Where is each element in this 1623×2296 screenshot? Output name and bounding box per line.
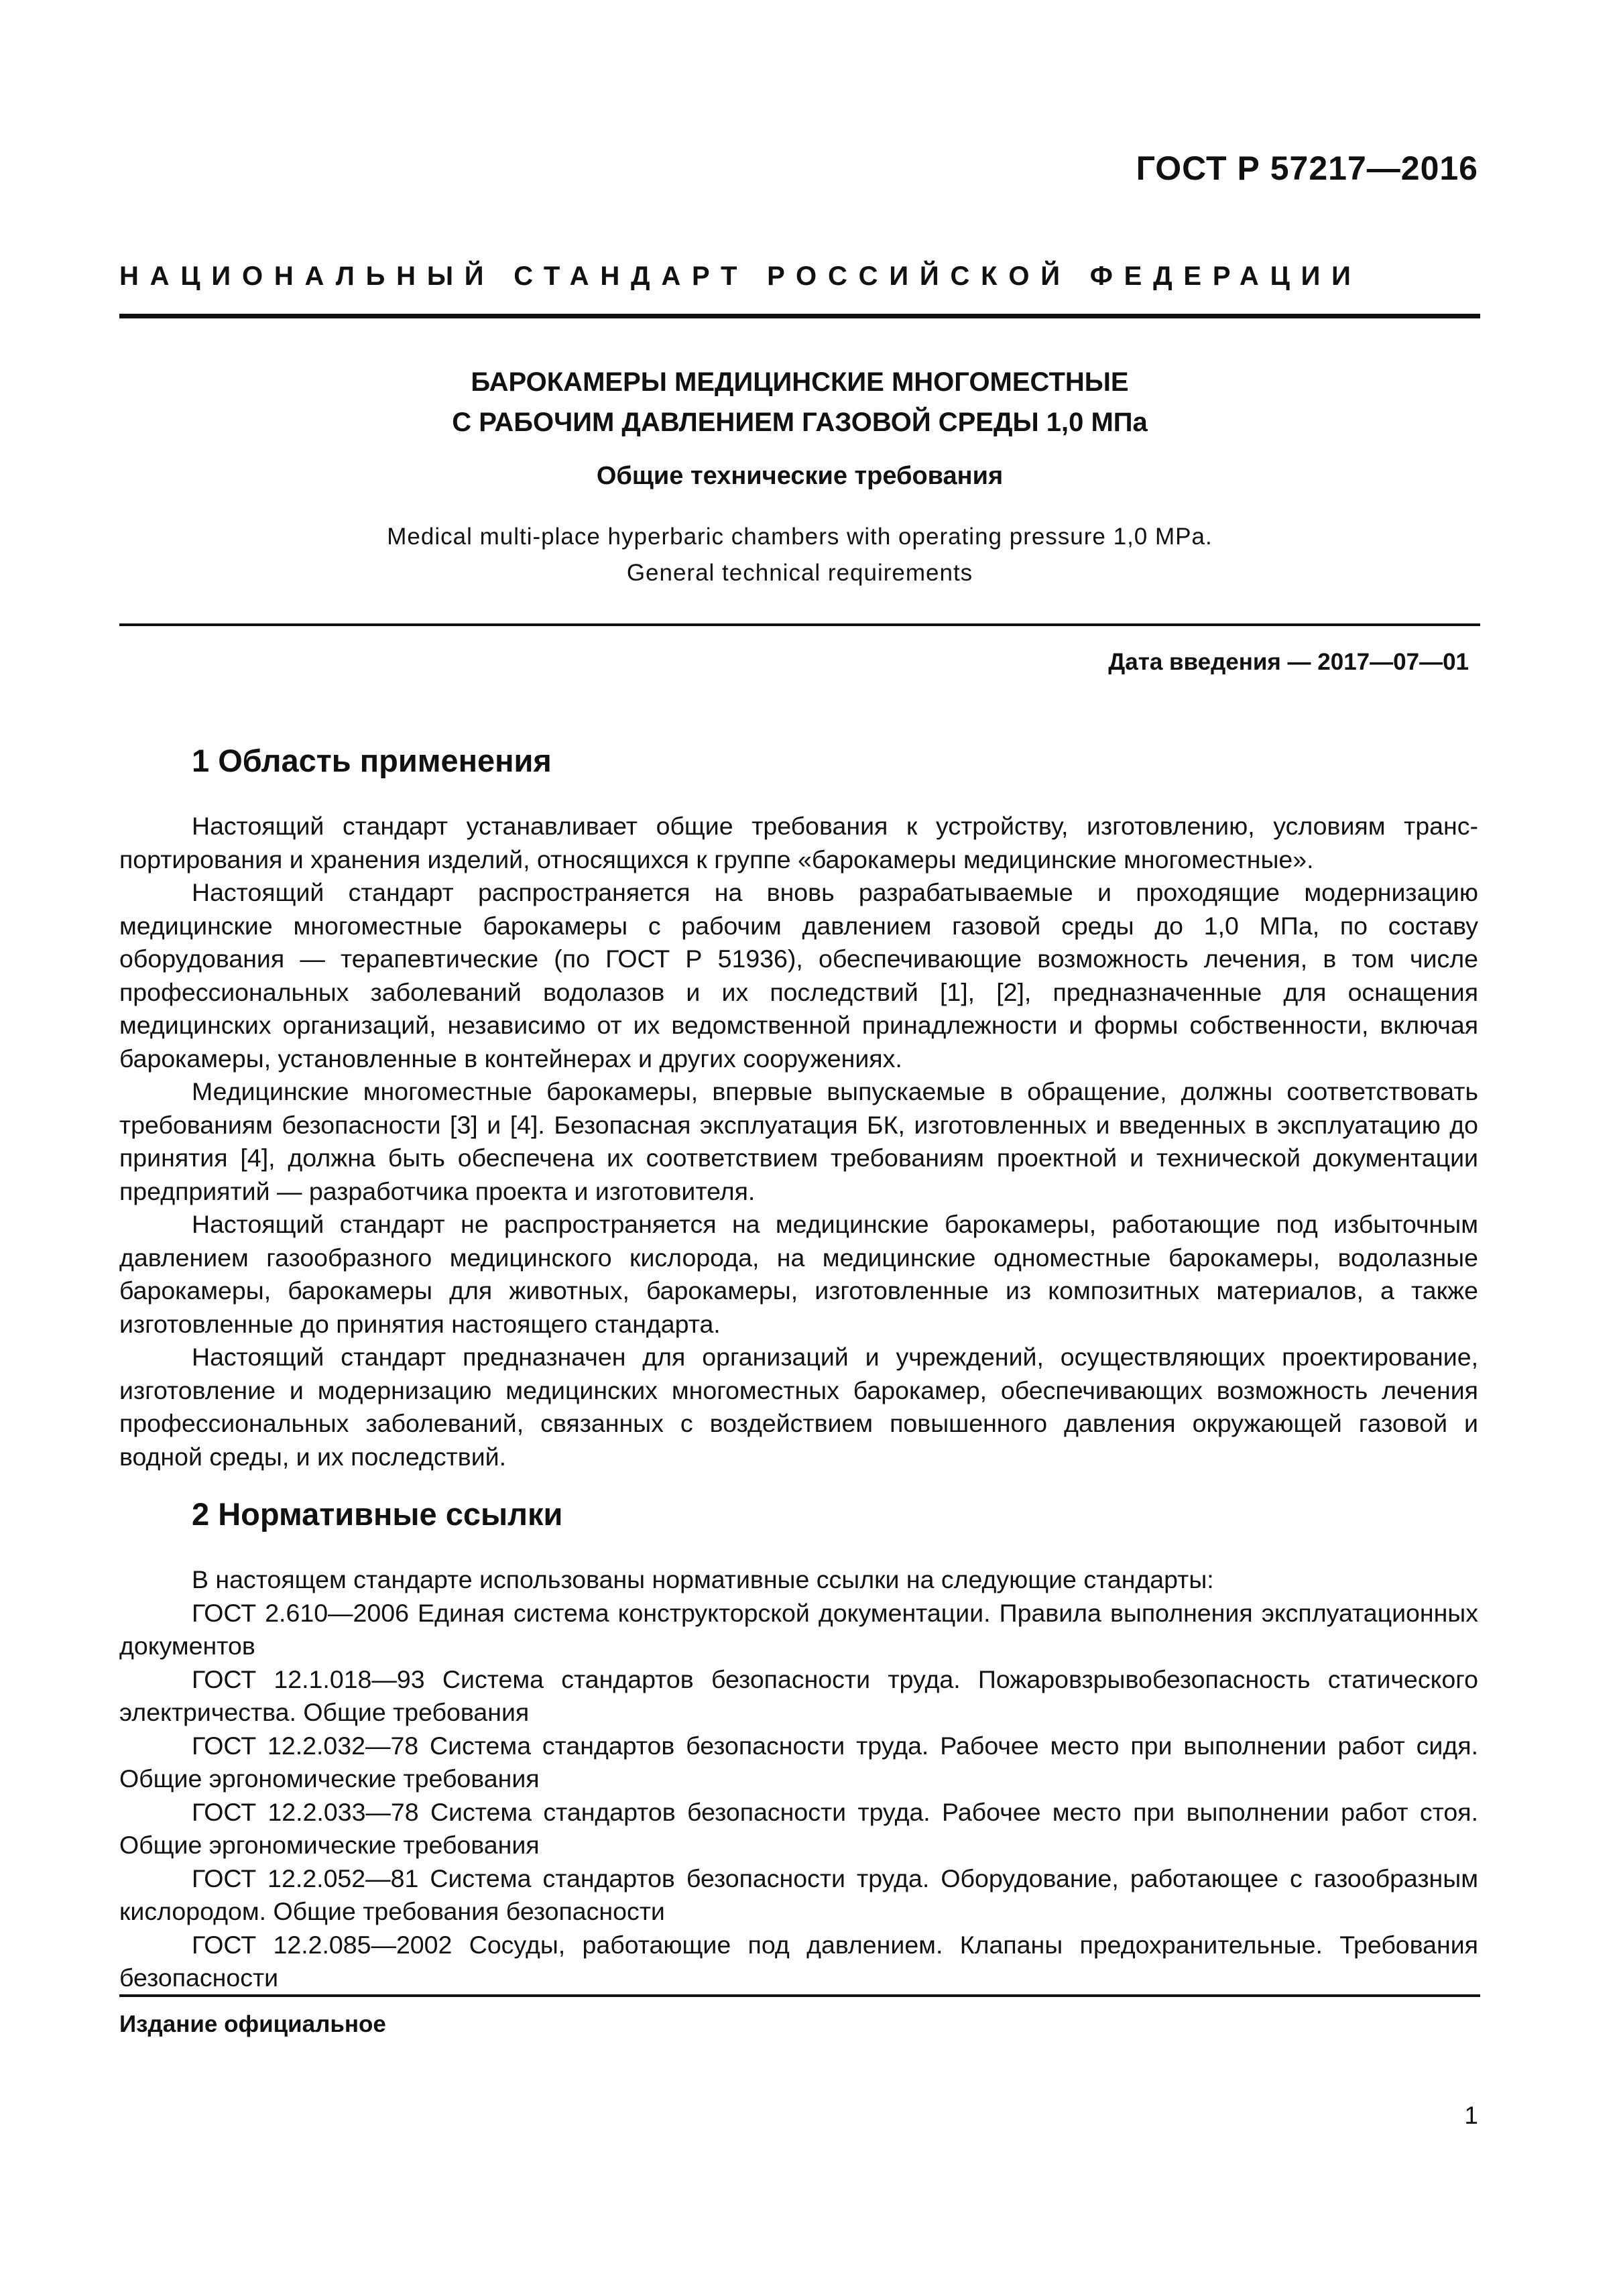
document-title-line-1: БАРОКАМЕРЫ МЕДИЦИНСКИЕ МНОГОМЕСТНЫЕ xyxy=(471,367,1129,397)
section-2-title: 2 Нормативные ссылки xyxy=(192,1496,563,1532)
section-1-paragraph: Настоящий стандарт устанавливает общие требования к устройству, изготовлению, условиям транспортирования и хранения изделий, относящихся к группе «барокамеры медицинские многоместные». xyxy=(119,812,1478,873)
section-2-body xyxy=(119,1563,1478,1995)
normative-reference: ГОСТ 12.1.018—93 Система стандартов безопасности труда. Пожаровзрывобезопасность статического электричества. Общие требования xyxy=(119,1665,1478,1726)
national-standard-header: НАЦИОНАЛЬНЫЙ СТАНДАРТ РОССИЙСКОЙ ФЕДЕРАЦИИ xyxy=(119,261,1362,291)
section-2-intro: В настоящем стандарте использованы нормативные ссылки на следующие стандарты: xyxy=(192,1565,1214,1593)
normative-reference: ГОСТ 12.2.085—2002 Сосуды, работающие под давлением. Клапаны предохранительные. Требования безопасности xyxy=(119,1930,1478,1992)
title-rule xyxy=(119,623,1480,626)
page-number: 1 xyxy=(1464,2102,1478,2129)
section-1-paragraph: Настоящий стандарт предназначен для организаций и учреждений, осуществляющих проектирование, изготовление и модернизацию медицинских многоместных барокамер, обеспечивающих возможность лечения профессиональных заболеваний, связанных с воздействием повышенного давления окружающей газовой и водной среды, и их последствий. xyxy=(119,1343,1478,1471)
section-1-paragraph: Настоящий стандарт не распространяется на медицинские барокамеры, работающие под избыточным давлением газообразного медицинского кислорода, на медицинские одноместные барокамеры, водолазные барокамеры, барокамеры для животных, барокамеры, изготовленные из композитных материалов, а также изготовленные до принятия настоящего стандарта. xyxy=(119,1210,1478,1338)
section-1-paragraph: Медицинские многоместные барокамеры, впервые выпускаемые в обращение, должны соответствовать требованиям безопасности [3] и [4]. Безопасная эксплуатация БК, изготовленных и введенных в эксплуатацию до принятия [4], должна быть обеспечена их соответствием требованиям проектной и технической документации предприятий — разработчика проекта и изготовителя. xyxy=(119,1077,1478,1205)
introduction-date: Дата введения — 2017—07—01 xyxy=(1108,649,1469,675)
document-code: ГОСТ Р 57217—2016 xyxy=(1136,149,1478,187)
document-subtitle: Общие технические требования xyxy=(596,462,1004,490)
english-title-line-2: General technical requirements xyxy=(626,560,973,586)
official-edition-label: Издание официальное xyxy=(119,2011,386,2037)
section-1-paragraph: Настоящий стандарт распространяется на вновь разрабатываемые и проходящие модернизацию медицинские многоместные барокамеры с рабочим давлением газовой среды до 1,0 МПа, по составу оборудования — терапевтические (по ГОСТ Р 51936), обеспечивающие возможность лечения, в том числе профессиональных заболеваний водолазов и их последствий [1], [2], предназначенные для оснащения медицинских организаций, независимо от их ведомственной принадлежности и формы собственности, включая барокамеры, установленные в контейнерах и других сооружениях. xyxy=(119,878,1478,1073)
section-1-body xyxy=(119,810,1478,1473)
normative-reference: ГОСТ 12.2.032—78 Система стандартов безопасности труда. Рабочее место при выполнении работ сидя. Общие эргономические требования xyxy=(119,1731,1478,1793)
english-title-line-1: Medical multi-place hyperbaric chambers with operating pressure 1,0 MPa. xyxy=(387,524,1213,550)
normative-reference: ГОСТ 12.2.052—81 Система стандартов безопасности труда. Оборудование, работающее с газообразным кислородом. Общие требования безопасности xyxy=(119,1864,1478,1925)
normative-reference: ГОСТ 2.610—2006 Единая система конструкторской документации. Правила выполнения эксплуатационных документов xyxy=(119,1598,1478,1660)
section-1-title: 1 Область применения xyxy=(192,743,552,778)
title-block xyxy=(119,362,1480,591)
document-title-line-2: С РАБОЧИМ ДАВЛЕНИЕМ ГАЗОВОЙ СРЕДЫ 1,0 МПа xyxy=(452,408,1148,437)
footer-rule xyxy=(119,1994,1480,1997)
document-content xyxy=(119,737,1478,2012)
normative-reference: ГОСТ 12.2.033—78 Система стандартов безопасности труда. Рабочее место при выполнении работ стоя. Общие эргономические требования xyxy=(119,1797,1478,1859)
header-rule xyxy=(119,314,1480,318)
